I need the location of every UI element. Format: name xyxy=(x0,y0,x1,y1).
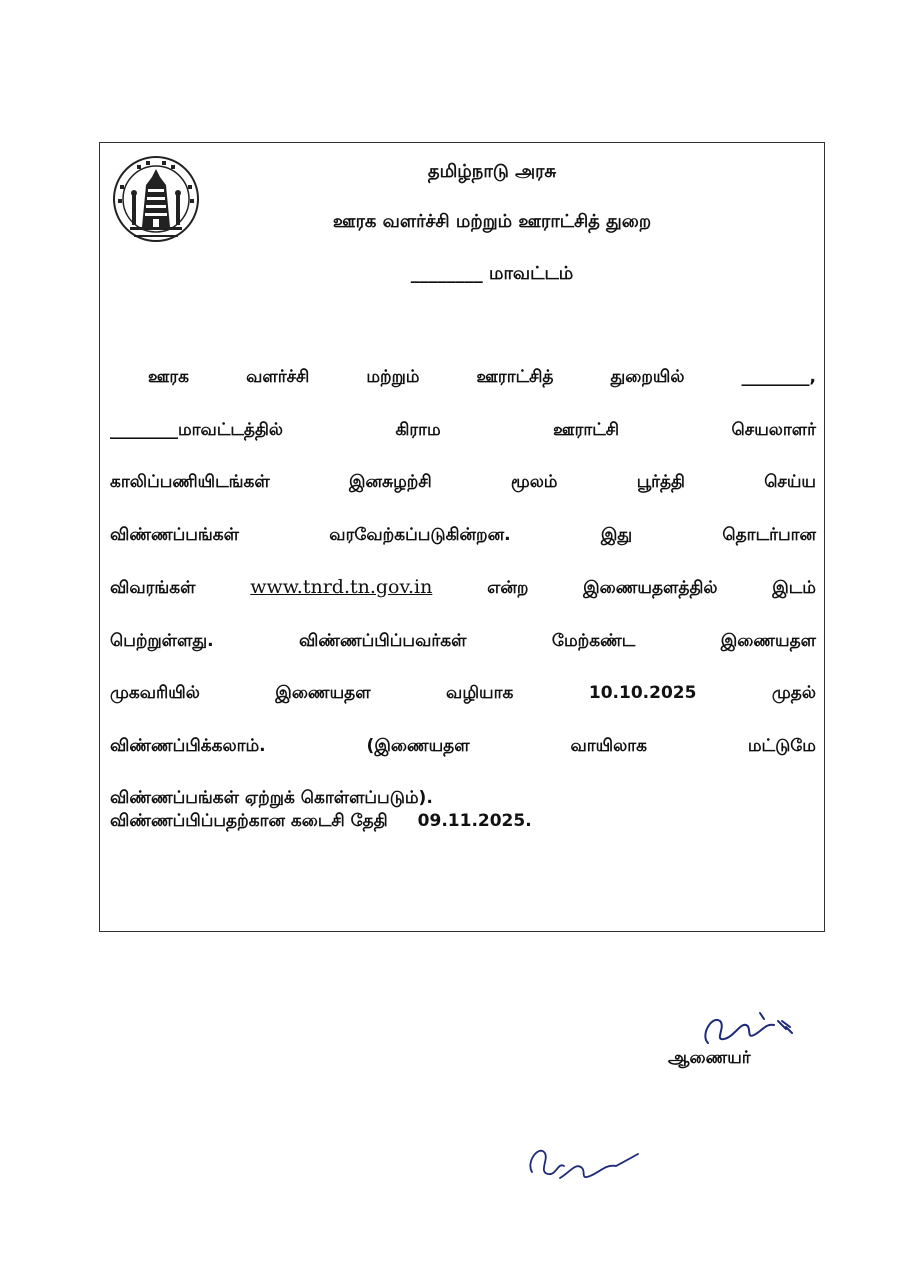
body-line: பெற்றுள்ளது. விண்ணப்பிப்பவர்கள் மேற்கண்ட இணையதள xyxy=(110,630,816,651)
body-line: விண்ணப்பங்கள் ஏற்றுக் கொள்ளப்படும்). xyxy=(110,788,433,808)
government-title: தமிழ்நாடு அரசு xyxy=(427,161,557,182)
body-line: முகவரியில் இணையதள வழியாக 10.10.2025 முதல் xyxy=(110,683,816,703)
body-line: ஊரக வளர்ச்சி மற்றும் ஊராட்சித் துறையில் ________, xyxy=(148,367,816,387)
department-title: ஊரக வளர்ச்சி மற்றும் ஊராட்சித் துறை xyxy=(332,211,652,232)
deadline-date: 09.11.2025. xyxy=(417,811,532,831)
deadline-line xyxy=(110,811,532,833)
body-line: காலிப்பணியிடங்கள் இனசுழற்சி மூலம் பூர்த்தி செய்ய xyxy=(110,472,816,492)
body-line: ________மாவட்டத்தில் கிராம ஊராட்சி செயலாளர் xyxy=(110,419,816,440)
notice-box xyxy=(99,142,825,932)
website-link[interactable]: www.tnrd.tn.gov.in xyxy=(250,576,433,598)
website-suffix: என்ற இணையதளத்தில் இடம் xyxy=(432,578,816,598)
commissioner-signature xyxy=(660,1005,820,1085)
body-line-website xyxy=(110,561,816,615)
body-line: விண்ணப்பங்கள் வரவேற்கப்படுகின்றன. இது தொடர்பான xyxy=(110,524,816,545)
commissioner-title: ஆணையர் xyxy=(668,1048,751,1068)
website-prefix: விவரங்கள் xyxy=(110,578,251,598)
initials-scribble-icon xyxy=(520,1132,650,1192)
district-title: ________ மாவட்டம் xyxy=(410,263,574,284)
deadline-label: விண்ணப்பிப்பதற்கான கடைசி தேதி xyxy=(110,811,388,831)
notice-body xyxy=(110,351,816,825)
body-line: விண்ணப்பிக்கலாம். (இணையதள வாயிலாக மட்டுமே xyxy=(110,735,816,756)
